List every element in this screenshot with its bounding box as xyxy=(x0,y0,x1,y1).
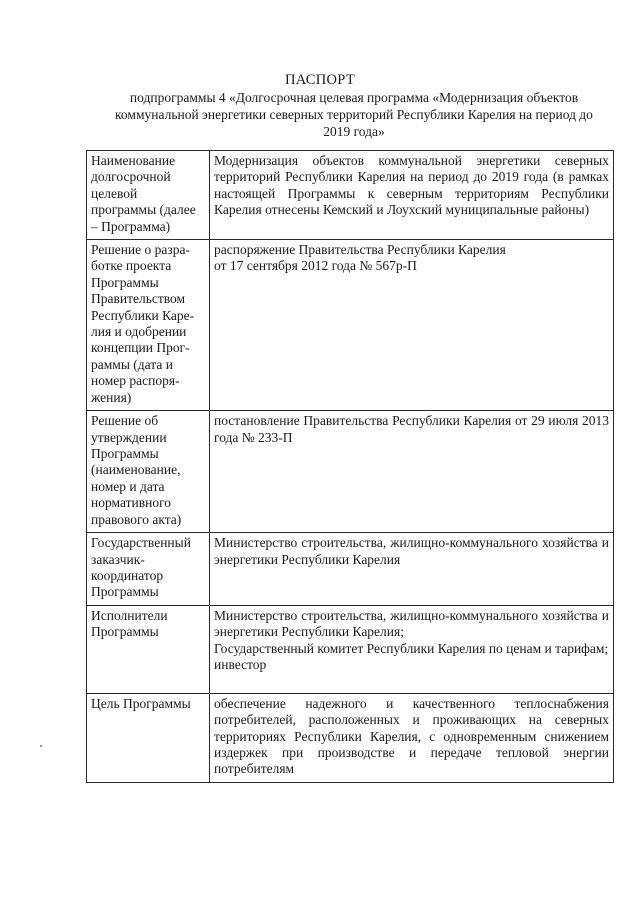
document-subtitle xyxy=(88,89,620,140)
label-line: Правительством xyxy=(91,291,186,307)
row-label-cell xyxy=(87,605,210,693)
passport-table xyxy=(86,150,614,783)
label-line: номер и дата xyxy=(91,478,165,494)
label-line: долгосрочной xyxy=(91,169,171,185)
label-line: Наименование xyxy=(91,153,176,168)
value-text: Министерство строительства, жилищно-коммунального хозяйства и энергетики Республики Карелия xyxy=(214,535,609,567)
label-line: нормативного xyxy=(91,495,172,511)
subtitle-line: коммунальной энергетики северных территорий Республики Карелия на период до xyxy=(115,107,593,122)
value-text: обеспечение надежного и качественного теплоснабжения потребителей, расположенных и проживающих на северных территориях Республики Карелия, с одновременным снижением издержек при производстве и передаче тепловой энергии потребителям xyxy=(214,695,609,777)
row-value-cell xyxy=(210,411,614,533)
label-line: Программы xyxy=(91,274,159,290)
table-row xyxy=(87,693,614,782)
label-line: Исполнители xyxy=(91,607,168,623)
label-line: Цель Программы xyxy=(91,695,191,711)
value-text: постановление Правительства Республики Карелия от 29 июля 2013 года № 233-П xyxy=(214,413,609,445)
document-title: ПАСПОРТ xyxy=(284,72,356,88)
row-value-cell xyxy=(210,605,614,693)
label-line: заказчик- xyxy=(91,551,145,567)
row-value-cell xyxy=(210,693,614,782)
table-row xyxy=(87,605,614,693)
value-text: Государственный комитет Республики Карелия по ценам и тарифам; xyxy=(214,640,609,656)
table-row xyxy=(87,240,614,411)
label-line: Республики Каре- xyxy=(91,307,195,323)
row-value-cell xyxy=(210,151,614,240)
label-line: Программы xyxy=(91,624,159,640)
label-line: номер распоря- xyxy=(91,373,180,389)
row-label-cell xyxy=(87,533,210,606)
subtitle-line: 2019 года» xyxy=(323,124,385,139)
subtitle-line: подпрограммы 4 «Долгосрочная целевая программа «Модернизация объектов xyxy=(129,90,579,105)
label-line: ботке проекта xyxy=(91,258,172,274)
label-line: Решение о разра- xyxy=(91,242,190,258)
label-line: целевой xyxy=(91,185,138,201)
label-line: раммы (дата и xyxy=(91,356,173,372)
table-row xyxy=(87,411,614,533)
label-line: правового акта) xyxy=(91,511,182,527)
label-line: Решение об xyxy=(91,413,159,429)
table-row xyxy=(87,533,614,606)
label-line: жения) xyxy=(91,389,132,405)
value-text: от 17 сентября 2012 года № 567р-П xyxy=(214,258,417,274)
row-value-cell xyxy=(210,533,614,606)
label-line: – Программа) xyxy=(91,218,171,234)
label-line: Программы xyxy=(91,584,159,600)
table-row xyxy=(87,151,614,240)
label-line: координатор xyxy=(91,567,164,583)
value-text: распоряжение Правительства Республики Карелия xyxy=(214,242,506,258)
value-text: инвестор xyxy=(214,656,267,672)
label-line: программы (далее xyxy=(91,202,196,218)
label-line: утверждении xyxy=(91,429,167,445)
row-label-cell xyxy=(87,151,210,240)
value-text: Министерство строительства, жилищно-коммунального хозяйства и энергетики Республики Карелия; xyxy=(214,607,609,640)
row-label-cell xyxy=(87,693,210,782)
row-value-cell xyxy=(210,240,614,411)
label-line: концепции Прог- xyxy=(91,340,190,356)
label-line: лия и одобрении xyxy=(91,324,187,340)
scan-speck xyxy=(40,745,42,747)
value-text: Модернизация объектов коммунальной энергетики северных территорий Республики Карелия на период до 2019 года (в рамках настоящей Программы к северным территориям Республики Карелия отнесены Кемский и Лоухский муниципальные районы) xyxy=(214,153,609,218)
label-line: Государственный xyxy=(91,535,191,551)
label-line: Программы xyxy=(91,445,159,461)
row-label-cell xyxy=(87,411,210,533)
row-label-cell xyxy=(87,240,210,411)
label-line: (наименование, xyxy=(91,462,181,478)
